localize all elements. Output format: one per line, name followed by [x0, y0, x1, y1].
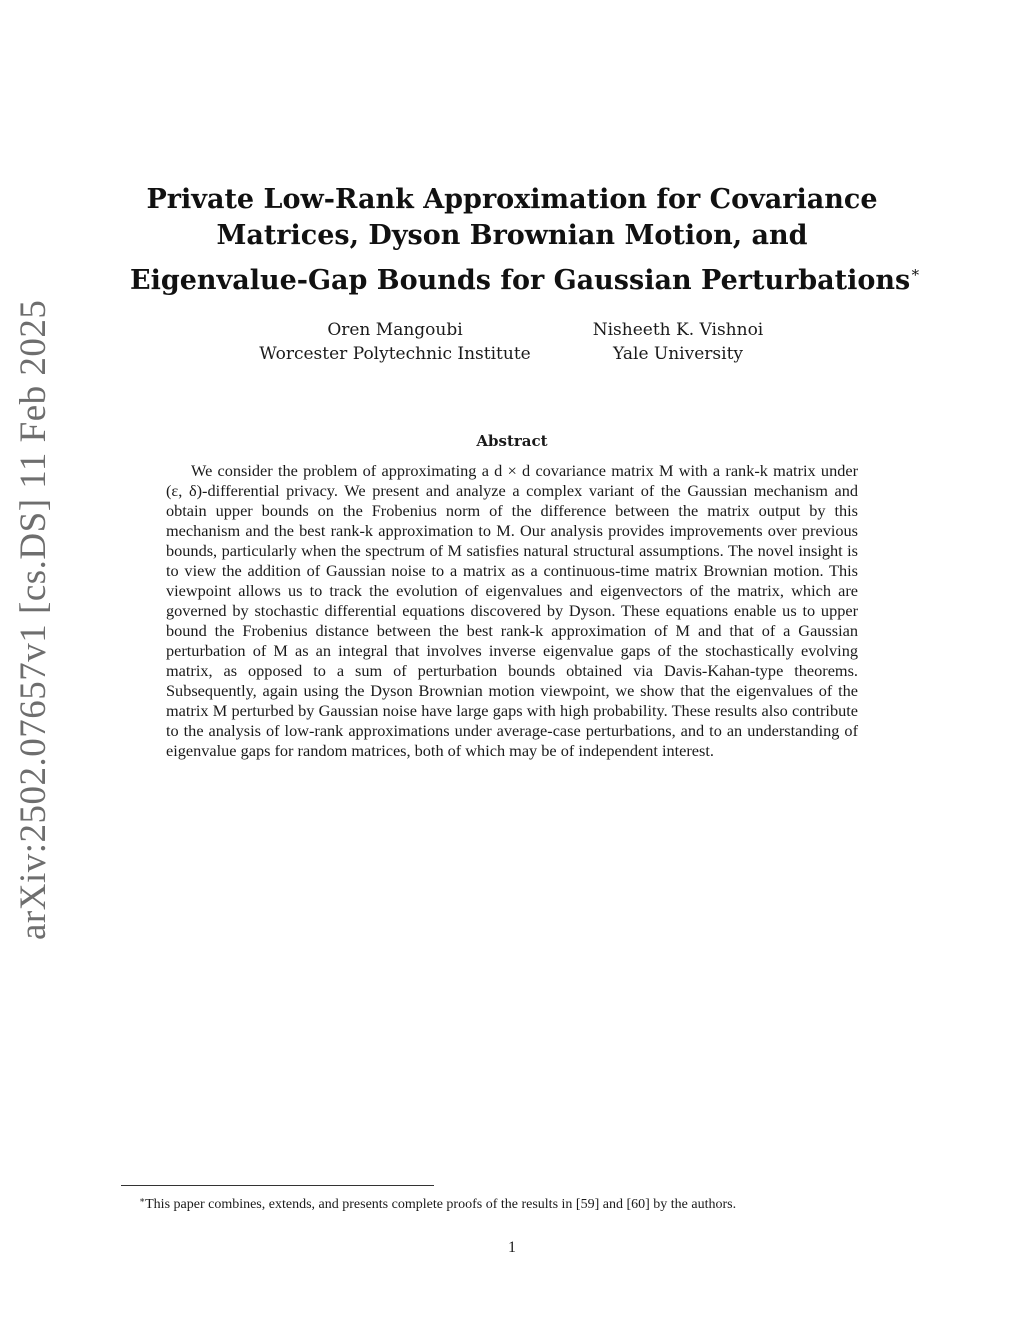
author-affiliation: Worcester Polytechnic Institute	[259, 344, 531, 364]
title-line-3-text: Eigenvalue-Gap Bounds for Gaussian Perturbations	[130, 265, 911, 296]
footnote-text: This paper combines, extends, and presents complete proofs of the results in [59] and [60] by the authors.	[145, 1197, 737, 1212]
author-affiliation: Yale University	[612, 344, 744, 364]
author-name: Oren Mangoubi	[327, 320, 463, 340]
author-block-2	[558, 318, 798, 366]
paper-title	[130, 182, 921, 299]
author-name: Nisheeth K. Vishnoi	[592, 320, 764, 340]
arxiv-identifier-stamp: arXiv:2502.07657v1 [cs.DS] 11 Feb 2025	[13, 299, 54, 940]
abstract-body: We consider the problem of approximating a d × d covariance matrix M with a rank-k matrix under (ε, δ)-differential privacy. We present and analyze a complex variant of the Gaussian mechanism and obtain upper bounds on the Frobenius norm of the difference between the matrix output by this mechanism and the best rank-k approximation to M. Our analysis provides improvements over previous bounds, particularly when the spectrum of M satisfies natural structural assumptions. The novel insight is to view the addition of Gaussian noise to a matrix as a continuous-time matrix Brownian motion. This viewpoint allows us to track the evolution of eigenvalues and eigenvectors of the matrix, which are governed by stochastic differential equations discovered by Dyson. These equations enable us to upper bound the Frobenius distance between the best rank-k approximation of M and that of a Gaussian perturbation of M as an integral that involves inverse eigenvalue gaps of the stochastically evolving matrix, as opposed to a sum of perturbation bounds obtained via Davis-Kahan-type theorems. Subsequently, again using the Dyson Brownian motion viewpoint, we show that the eigenvalues of the matrix M perturbed by Gaussian noise have large gaps with high probability. These results also contribute to the analysis of low-rank approximations under average-case perturbations, and to an understanding of eigenvalue gaps for random matrices, both of which may be of independent interest.	[166, 461, 858, 760]
author-block-1	[230, 318, 560, 366]
page-number: 1	[508, 1239, 516, 1256]
footnote-mark: ∗	[139, 1195, 146, 1205]
title-footnote-mark: ∗	[910, 263, 921, 281]
footnote	[121, 1190, 921, 1215]
title-line-3	[130, 254, 921, 299]
footnote-divider	[121, 1185, 434, 1186]
title-line-1: Private Low-Rank Approximation for Covariance	[146, 184, 878, 215]
abstract-heading: Abstract	[476, 432, 548, 450]
title-line-2: Matrices, Dyson Brownian Motion, and	[216, 220, 808, 251]
